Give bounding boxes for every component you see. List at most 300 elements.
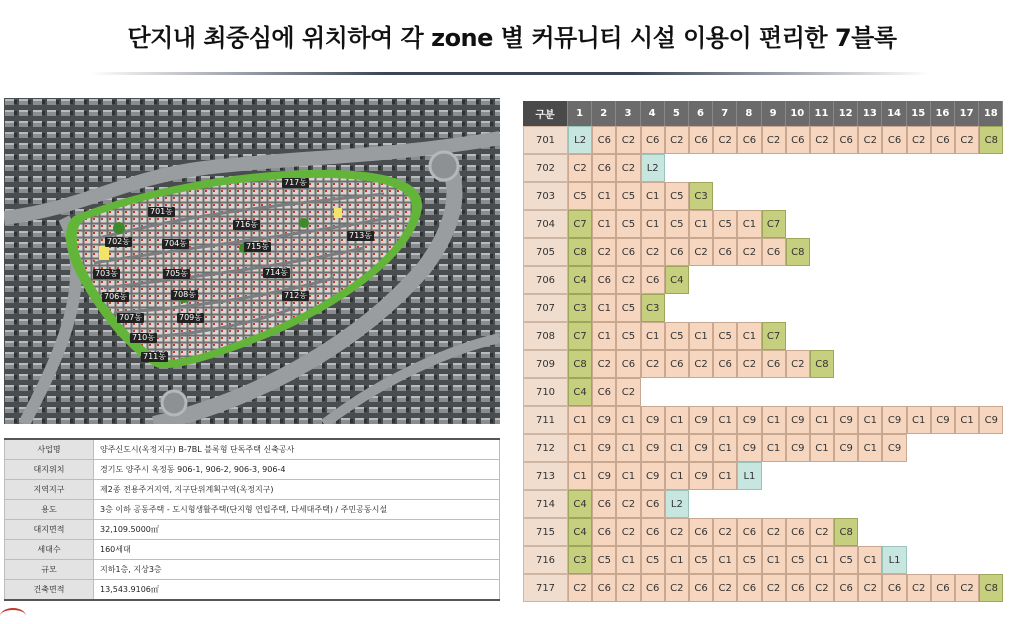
empty-cell	[882, 518, 906, 546]
empty-cell	[786, 378, 810, 406]
map-label-710: 710동	[132, 333, 155, 342]
unit-type-cell: L1	[882, 546, 906, 574]
unit-type-cell: C9	[979, 406, 1003, 434]
empty-cell	[955, 322, 979, 350]
unit-type-cell: C5	[592, 546, 616, 574]
empty-cell	[762, 154, 786, 182]
empty-cell	[858, 238, 882, 266]
map-label-713: 713동	[349, 231, 372, 240]
unit-type-cell: C1	[762, 546, 786, 574]
unit-type-cell: C6	[665, 350, 689, 378]
unit-type-cell: C1	[665, 406, 689, 434]
empty-cell	[882, 238, 906, 266]
zone-row	[523, 350, 1003, 378]
empty-cell	[882, 462, 906, 490]
unit-type-cell: C9	[689, 434, 713, 462]
unit-type-cell: C2	[665, 126, 689, 154]
building-number: 710	[523, 378, 568, 406]
empty-cell	[665, 154, 689, 182]
zone-column-header: 10	[786, 101, 810, 126]
map-label-706: 706동	[104, 292, 127, 301]
info-row	[5, 480, 500, 500]
unit-type-cell: C2	[713, 574, 737, 602]
unit-type-cell: C1	[592, 210, 616, 238]
unit-type-cell: C6	[592, 490, 616, 518]
unit-type-cell: C2	[568, 574, 592, 602]
unit-type-cell: C2	[955, 126, 979, 154]
unit-type-cell: C1	[665, 434, 689, 462]
empty-cell	[713, 378, 737, 406]
empty-cell	[979, 350, 1003, 378]
zone-column-header: 7	[713, 101, 737, 126]
empty-cell	[931, 434, 955, 462]
empty-cell	[858, 210, 882, 238]
empty-cell	[882, 322, 906, 350]
empty-cell	[737, 266, 761, 294]
info-value: 지하1층, 지상3층	[94, 560, 500, 580]
unit-type-cell: C9	[592, 406, 616, 434]
empty-cell	[907, 378, 931, 406]
unit-type-cell: C5	[568, 182, 592, 210]
zone-row	[523, 406, 1003, 434]
unit-type-cell: C6	[641, 490, 665, 518]
empty-cell	[907, 238, 931, 266]
unit-type-cell: C9	[737, 406, 761, 434]
empty-cell	[665, 294, 689, 322]
empty-cell	[858, 350, 882, 378]
empty-cell	[955, 350, 979, 378]
empty-cell	[786, 210, 810, 238]
unit-type-cell: C6	[737, 126, 761, 154]
unit-type-cell: C2	[786, 350, 810, 378]
map-label-701: 701동	[150, 207, 173, 216]
unit-type-cell: C2	[762, 518, 786, 546]
map-label-702: 702동	[107, 237, 130, 246]
info-key: 세대수	[5, 540, 94, 560]
building-number: 716	[523, 546, 568, 574]
unit-type-cell: C3	[689, 182, 713, 210]
unit-type-cell: C5	[786, 546, 810, 574]
map-label-703: 703동	[95, 269, 118, 278]
unit-type-cell: C6	[834, 126, 858, 154]
unit-type-cell: C2	[568, 154, 592, 182]
empty-cell	[737, 490, 761, 518]
info-row	[5, 540, 500, 560]
unit-type-cell: C2	[616, 154, 640, 182]
empty-cell	[979, 182, 1003, 210]
unit-type-cell: C1	[858, 434, 882, 462]
empty-cell	[882, 294, 906, 322]
empty-cell	[858, 462, 882, 490]
unit-type-cell: C6	[592, 266, 616, 294]
empty-cell	[834, 210, 858, 238]
unit-type-cell: C2	[689, 350, 713, 378]
empty-cell	[882, 350, 906, 378]
empty-cell	[786, 182, 810, 210]
empty-cell	[907, 154, 931, 182]
empty-cell	[955, 182, 979, 210]
map-label-707: 707동	[119, 313, 142, 322]
empty-cell	[907, 434, 931, 462]
empty-cell	[665, 378, 689, 406]
empty-cell	[882, 210, 906, 238]
empty-cell	[931, 378, 955, 406]
empty-cell	[737, 154, 761, 182]
empty-cell	[689, 154, 713, 182]
empty-cell	[834, 490, 858, 518]
empty-cell	[641, 378, 665, 406]
empty-cell	[834, 238, 858, 266]
building-number: 707	[523, 294, 568, 322]
empty-cell	[979, 434, 1003, 462]
building-number: 712	[523, 434, 568, 462]
info-key: 사업명	[5, 439, 94, 460]
unit-type-cell: C6	[762, 238, 786, 266]
building-number: 715	[523, 518, 568, 546]
unit-type-cell: C6	[713, 350, 737, 378]
unit-type-cell: C2	[713, 126, 737, 154]
unit-type-cell: C8	[979, 126, 1003, 154]
empty-cell	[762, 294, 786, 322]
unit-type-cell: C8	[568, 350, 592, 378]
unit-type-cell: C9	[592, 434, 616, 462]
info-row	[5, 580, 500, 601]
unit-type-cell: C5	[616, 210, 640, 238]
map-label-714: 714동	[265, 268, 288, 277]
zone-column-header: 14	[882, 101, 906, 126]
map-label-712: 712동	[284, 291, 307, 300]
unit-type-cell: C9	[834, 406, 858, 434]
empty-cell	[955, 154, 979, 182]
building-number: 701	[523, 126, 568, 154]
empty-cell	[955, 462, 979, 490]
map-label-717: 717동	[284, 178, 307, 187]
empty-cell	[713, 490, 737, 518]
unit-type-cell: C1	[665, 462, 689, 490]
unit-type-cell: C2	[616, 490, 640, 518]
unit-type-cell: C1	[810, 546, 834, 574]
unit-type-cell: C1	[665, 546, 689, 574]
empty-cell	[689, 294, 713, 322]
empty-cell	[786, 490, 810, 518]
unit-type-cell: C2	[810, 126, 834, 154]
unit-type-cell: C1	[592, 322, 616, 350]
unit-type-cell: C6	[882, 574, 906, 602]
map-label-711: 711동	[143, 352, 166, 361]
unit-type-cell: C5	[689, 546, 713, 574]
unit-type-cell: C6	[665, 238, 689, 266]
zone-column-header: 3	[616, 101, 640, 126]
info-value: 3층 이하 공동주택 - 도시형생활주택(단지형 연립주택, 다세대주택) / 주민공동시설	[94, 500, 500, 520]
info-row	[5, 439, 500, 460]
unit-type-cell: C6	[592, 154, 616, 182]
building-number: 711	[523, 406, 568, 434]
info-row	[5, 560, 500, 580]
unit-type-cell: C6	[931, 126, 955, 154]
empty-cell	[907, 266, 931, 294]
unit-type-cell: C2	[858, 126, 882, 154]
unit-type-cell: C6	[592, 518, 616, 546]
zone-row	[523, 294, 1003, 322]
unit-type-cell: C6	[713, 238, 737, 266]
empty-cell	[931, 518, 955, 546]
unit-type-cell: C5	[641, 546, 665, 574]
unit-type-cell: C6	[786, 126, 810, 154]
unit-type-cell: C1	[713, 434, 737, 462]
empty-cell	[834, 266, 858, 294]
empty-cell	[907, 322, 931, 350]
unit-type-cell: C6	[834, 574, 858, 602]
unit-type-cell: C6	[616, 238, 640, 266]
unit-type-cell: C5	[834, 546, 858, 574]
unit-type-cell: C2	[762, 574, 786, 602]
unit-type-cell: C6	[592, 126, 616, 154]
unit-type-cell: C6	[689, 126, 713, 154]
zone-row	[523, 490, 1003, 518]
zone-column-header: 16	[931, 101, 955, 126]
empty-cell	[907, 350, 931, 378]
unit-type-cell: C9	[931, 406, 955, 434]
empty-cell	[810, 378, 834, 406]
empty-cell	[907, 294, 931, 322]
unit-type-cell: C1	[592, 182, 616, 210]
zone-column-header: 12	[834, 101, 858, 126]
empty-cell	[979, 518, 1003, 546]
unit-type-cell: C2	[592, 350, 616, 378]
unit-type-cell: C2	[810, 518, 834, 546]
building-number: 705	[523, 238, 568, 266]
empty-cell	[907, 490, 931, 518]
empty-cell	[907, 210, 931, 238]
unit-type-cell: C9	[882, 434, 906, 462]
map-label-704: 704동	[164, 239, 187, 248]
empty-cell	[979, 490, 1003, 518]
empty-cell	[955, 378, 979, 406]
unit-type-cell: C2	[616, 378, 640, 406]
empty-cell	[810, 490, 834, 518]
title-divider	[90, 72, 930, 75]
zone-row	[523, 378, 1003, 406]
unit-type-cell: C1	[641, 182, 665, 210]
unit-type-cell: C1	[762, 434, 786, 462]
unit-type-cell: C5	[616, 182, 640, 210]
empty-cell	[858, 294, 882, 322]
empty-cell	[882, 490, 906, 518]
unit-type-cell: C3	[641, 294, 665, 322]
unit-type-cell: C8	[568, 238, 592, 266]
info-value: 160세대	[94, 540, 500, 560]
unit-type-cell: C2	[665, 518, 689, 546]
unit-type-cell: C9	[641, 434, 665, 462]
unit-type-cell: C6	[737, 574, 761, 602]
unit-type-cell: C7	[568, 210, 592, 238]
zone-row	[523, 518, 1003, 546]
empty-cell	[737, 378, 761, 406]
unit-type-cell: C2	[810, 574, 834, 602]
empty-cell	[689, 266, 713, 294]
unit-type-cell: C2	[665, 574, 689, 602]
unit-type-cell: C1	[810, 406, 834, 434]
empty-cell	[810, 210, 834, 238]
unit-type-cell: C6	[762, 350, 786, 378]
unit-type-cell: C9	[882, 406, 906, 434]
zone-column-header: 2	[592, 101, 616, 126]
unit-type-cell: C2	[616, 518, 640, 546]
empty-cell	[931, 182, 955, 210]
unit-type-cell: C7	[568, 322, 592, 350]
info-key: 용도	[5, 500, 94, 520]
zone-column-header: 9	[762, 101, 786, 126]
unit-type-cell: C9	[641, 462, 665, 490]
unit-type-cell: C6	[641, 518, 665, 546]
empty-cell	[834, 322, 858, 350]
empty-cell	[931, 490, 955, 518]
info-key: 규모	[5, 560, 94, 580]
empty-cell	[834, 182, 858, 210]
empty-cell	[858, 518, 882, 546]
unit-type-cell: C5	[713, 322, 737, 350]
empty-cell	[786, 322, 810, 350]
unit-type-cell: C6	[689, 574, 713, 602]
empty-cell	[810, 238, 834, 266]
unit-type-cell: C2	[907, 126, 931, 154]
zone-row	[523, 126, 1003, 154]
empty-cell	[955, 238, 979, 266]
empty-cell	[931, 350, 955, 378]
empty-cell	[834, 462, 858, 490]
unit-type-cell: C2	[762, 126, 786, 154]
building-number: 706	[523, 266, 568, 294]
unit-type-cell: C4	[568, 518, 592, 546]
unit-type-cell: C9	[737, 434, 761, 462]
info-value: 13,543.9106㎡	[94, 580, 500, 601]
zone-column-header: 13	[858, 101, 882, 126]
unit-type-cell: C6	[616, 350, 640, 378]
empty-cell	[979, 546, 1003, 574]
zone-column-header: 6	[689, 101, 713, 126]
empty-cell	[955, 266, 979, 294]
page-title: 단지내 최중심에 위치하여 각 zone 별 커뮤니티 시설 이용이 편리한 7블록	[127, 24, 897, 52]
unit-type-cell: L2	[568, 126, 592, 154]
empty-cell	[810, 294, 834, 322]
empty-cell	[979, 238, 1003, 266]
info-key: 지역지구	[5, 480, 94, 500]
unit-type-cell: L2	[665, 490, 689, 518]
empty-cell	[979, 322, 1003, 350]
zone-row	[523, 462, 1003, 490]
empty-cell	[955, 210, 979, 238]
unit-type-cell: C1	[762, 406, 786, 434]
unit-type-cell: C1	[858, 546, 882, 574]
empty-cell	[810, 462, 834, 490]
zone-row	[523, 546, 1003, 574]
unit-type-cell: C4	[568, 490, 592, 518]
unit-type-cell: C1	[616, 546, 640, 574]
empty-cell	[979, 378, 1003, 406]
zone-column-header: 5	[665, 101, 689, 126]
empty-cell	[858, 378, 882, 406]
unit-type-cell: C8	[810, 350, 834, 378]
unit-type-cell: C9	[786, 406, 810, 434]
unit-type-cell: C8	[786, 238, 810, 266]
empty-cell	[907, 546, 931, 574]
zone-row	[523, 182, 1003, 210]
empty-cell	[882, 154, 906, 182]
unit-type-cell: C1	[592, 294, 616, 322]
zone-row	[523, 266, 1003, 294]
empty-cell	[713, 154, 737, 182]
empty-cell	[931, 238, 955, 266]
building-number: 703	[523, 182, 568, 210]
unit-type-cell: C1	[737, 210, 761, 238]
empty-cell	[931, 210, 955, 238]
empty-cell	[882, 378, 906, 406]
zone-column-header: 18	[979, 101, 1003, 126]
project-info-table	[4, 438, 500, 601]
unit-type-cell: C2	[689, 238, 713, 266]
empty-cell	[931, 322, 955, 350]
unit-type-cell: C2	[713, 518, 737, 546]
info-key: 대지면적	[5, 520, 94, 540]
unit-type-cell: C3	[568, 546, 592, 574]
empty-cell	[762, 266, 786, 294]
zone-header-label: 구분	[523, 101, 568, 126]
empty-cell	[931, 546, 955, 574]
empty-cell	[931, 154, 955, 182]
unit-type-cell: C6	[641, 574, 665, 602]
empty-cell	[834, 350, 858, 378]
empty-cell	[955, 518, 979, 546]
empty-cell	[858, 322, 882, 350]
empty-cell	[931, 266, 955, 294]
building-number: 714	[523, 490, 568, 518]
empty-cell	[955, 490, 979, 518]
map-label-716: 716동	[235, 220, 258, 229]
zone-row	[523, 210, 1003, 238]
empty-cell	[858, 266, 882, 294]
unit-type-cell: C1	[641, 210, 665, 238]
zone-row	[523, 154, 1003, 182]
unit-type-cell: C2	[858, 574, 882, 602]
info-value: 경기도 양주시 옥정동 906-1, 906-2, 906-3, 906-4	[94, 460, 500, 480]
empty-cell	[979, 154, 1003, 182]
unit-type-cell: C2	[616, 266, 640, 294]
empty-cell	[810, 154, 834, 182]
unit-type-cell: C1	[858, 406, 882, 434]
empty-cell	[810, 266, 834, 294]
info-value: 양주신도시(옥정지구) B-7BL 블록형 단독주택 신축공사	[94, 439, 500, 460]
unit-type-cell: C5	[713, 210, 737, 238]
zone-column-header: 11	[810, 101, 834, 126]
building-number: 717	[523, 574, 568, 602]
empty-cell	[834, 154, 858, 182]
unit-type-cell: C9	[592, 462, 616, 490]
aerial-photo	[4, 98, 500, 424]
zone-column-header: 1	[568, 101, 592, 126]
unit-type-cell: C1	[955, 406, 979, 434]
empty-cell	[786, 294, 810, 322]
unit-type-cell: C1	[568, 462, 592, 490]
unit-type-cell: C1	[616, 462, 640, 490]
unit-type-cell: C6	[786, 518, 810, 546]
zone-column-header: 15	[907, 101, 931, 126]
empty-cell	[858, 182, 882, 210]
unit-type-cell: C1	[689, 322, 713, 350]
unit-type-cell: C7	[762, 322, 786, 350]
unit-type-cell: C9	[834, 434, 858, 462]
zone-row	[523, 434, 1003, 462]
unit-type-cell: C4	[665, 266, 689, 294]
